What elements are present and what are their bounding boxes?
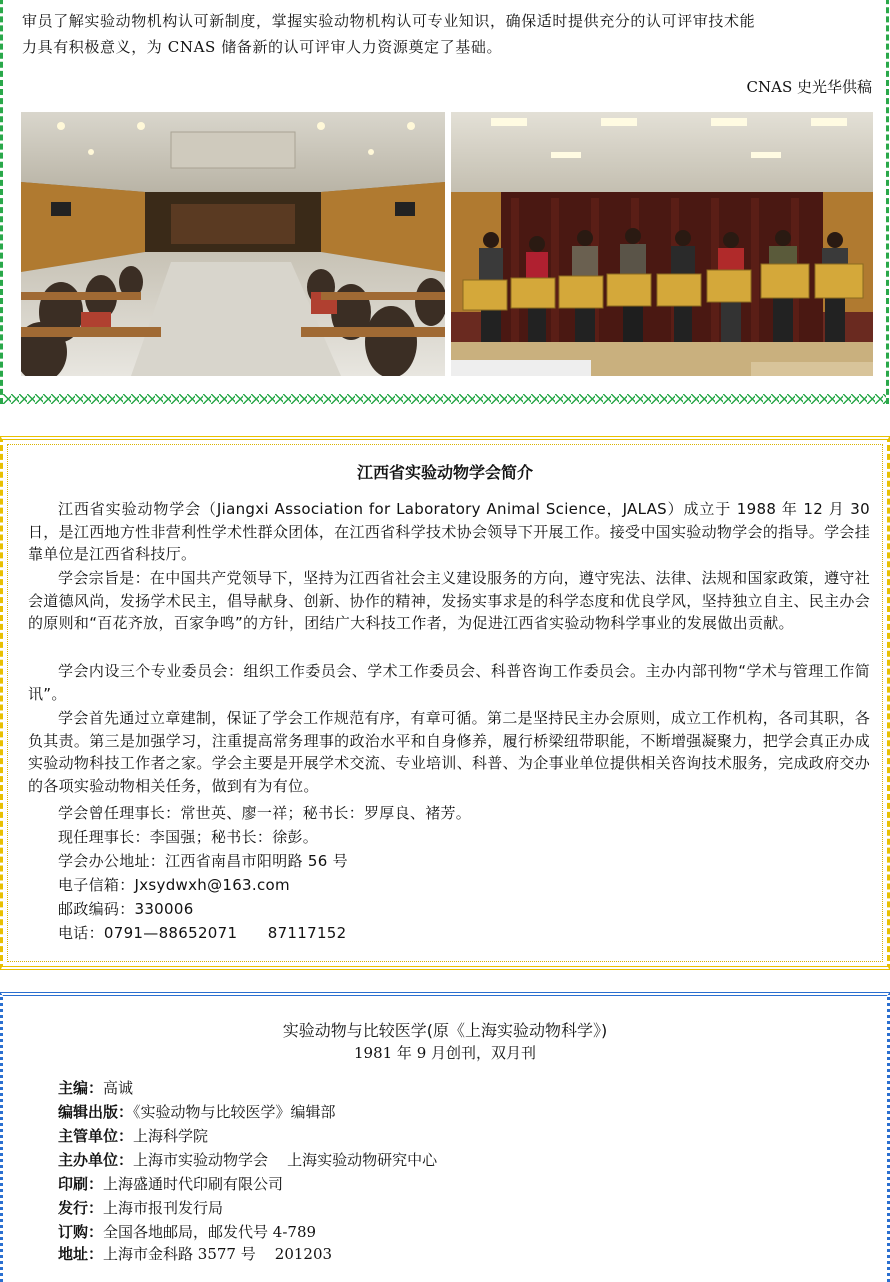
- info-key: 主编：: [58, 1079, 104, 1097]
- zigzag-border: [3, 394, 886, 404]
- info-key: 主办单位：: [58, 1151, 134, 1169]
- journal-info-row: [58, 1172, 283, 1196]
- info-line: 邮政编码：330006: [58, 900, 194, 918]
- info-value: 全国各地邮局，邮发代号 4-789: [103, 1223, 317, 1241]
- journal-info-row: [58, 1124, 208, 1148]
- info-value: 上海市金科路 3577 号 201203: [103, 1245, 333, 1263]
- paragraph: 学会首先通过立章建制，保证了学会工作规范有序，有章可循。第二是坚持民主办会原则，成立工作机构，各司其职，各负其责。第三是加强学习，注重提高常务理事的政治水平和自身修养，履行桥梁纽带职能，不断增强凝聚力，把学会真正办成实验动物科技工作者之家。学会主要是开展学术交流、专业培训、科普、为企事业单位提供相关咨询技术服务，完成政府交办的各项实验动物相关任务，做到有为有位。: [28, 709, 870, 795]
- info-value: 高诚: [103, 1079, 134, 1097]
- journal-info-row: [58, 1220, 316, 1244]
- info-key: 发行：: [58, 1199, 104, 1217]
- paragraph: 学会内设三个专业委员会：组织工作委员会、学术工作委员会、科普咨询工作委员会。主办内部刊物“学术与管理工作简讯”。: [28, 662, 870, 703]
- paragraph-line: 审员了解实验动物机构认可新制度，掌握实验动物机构认可专业知识，确保适时提供充分的认可评审技术能: [22, 12, 756, 30]
- info-line: 现任理事长：李国强；秘书长：徐彭。: [58, 828, 319, 846]
- journal-info-row: [58, 1242, 332, 1266]
- info-line: 电子信箱：Jxsydwxh@163.com: [58, 876, 290, 894]
- paragraph: 学会宗旨是：在中国共产党领导下，坚持为江西省社会主义建设服务的方向，遵守宪法、法律、法规和国家政策，遵守社会道德风尚，发扬学术民主，倡导献身、创新、协作的精神，发扬实事求是的科学态度和优良学风，坚持独立自主、民主办会的原则和“百花齐放，百家争鸣”的方针，团结广大科技工作者，为促进江西省实验动物科学事业的发展做出贡献。: [28, 569, 870, 632]
- paragraph: 江西省实验动物学会（Jiangxi Association for Laboratory Animal Science，JALAS）成立于 1988 年 12 月 30 日，是江西地方性非营利性学术性群众团体，在江西省科学技术协会领导下开展工作。接受中国实验动物学会的指导。学会挂靠单位是江西省科技厅。: [28, 500, 870, 563]
- info-line: 学会曾任理事长：常世英、廖一祥；秘书长：罗厚良、褚芳。: [58, 804, 472, 822]
- info-line: 学会办公地址：江西省南昌市阳明路 56 号: [58, 852, 348, 870]
- info-value: 《实验动物与比较医学》编辑部: [133, 1103, 336, 1121]
- journal-info-row: [58, 1148, 437, 1172]
- section-title: 江西省实验动物学会简介: [356, 463, 533, 482]
- article-credit: CNAS 史光华供稿: [746, 78, 872, 96]
- info-key: 主管单位：: [58, 1127, 134, 1145]
- info-value: 上海市报刊发行局: [103, 1199, 224, 1217]
- info-key: 编辑出版：: [58, 1103, 134, 1121]
- info-key: 印刷：: [58, 1175, 104, 1193]
- journal-info-row: [58, 1100, 336, 1124]
- journal-subtitle: 1981 年 9 月创刊，双月刊: [353, 1044, 537, 1062]
- award-ceremony-plaques-photo: [451, 112, 873, 376]
- info-key: 订购：: [58, 1223, 104, 1241]
- info-value: 上海市实验动物学会 上海实验动物研究中心: [133, 1151, 438, 1169]
- journal-title: 实验动物与比较医学(原《上海实验动物科学》): [282, 1021, 608, 1040]
- meeting-hall-audience-photo: [21, 112, 445, 376]
- info-key: 地址：: [58, 1245, 104, 1263]
- journal-info-row: [58, 1076, 133, 1100]
- journal-info-row: [58, 1196, 223, 1220]
- paragraph-line: 力具有积极意义，为 CNAS 储备新的认可评审人力资源奠定了基础。: [22, 38, 503, 56]
- info-line: 电话：0791—88652071 87117152: [58, 924, 347, 942]
- info-value: 上海盛通时代印刷有限公司: [103, 1175, 284, 1193]
- info-value: 上海科学院: [133, 1127, 209, 1145]
